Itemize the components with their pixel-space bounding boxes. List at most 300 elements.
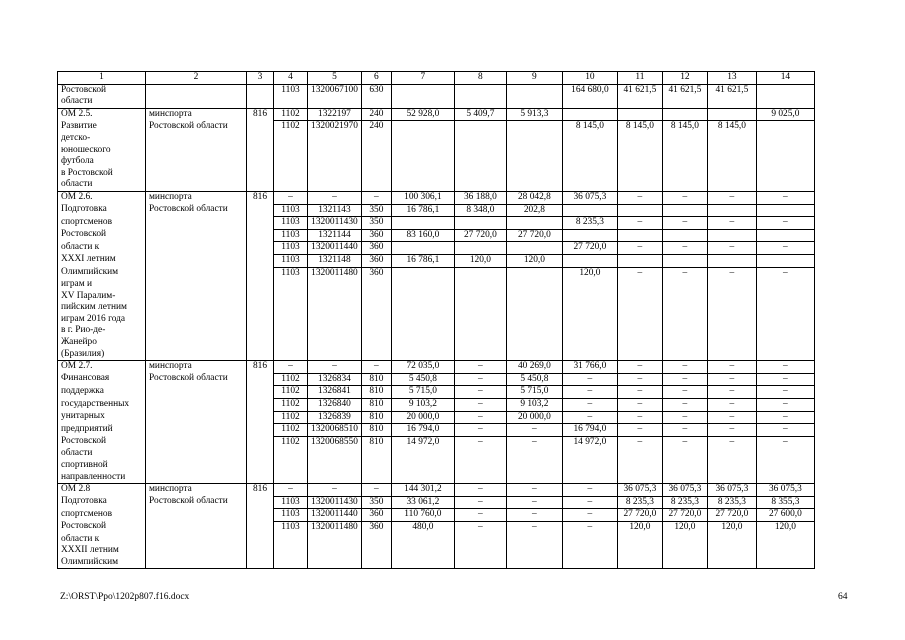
value-cell: 1103 bbox=[274, 229, 308, 242]
value-cell bbox=[562, 472, 617, 484]
value-cell bbox=[391, 325, 454, 337]
value-cell bbox=[361, 156, 391, 168]
value-cell: 8 145,0 bbox=[707, 121, 756, 133]
table-row bbox=[58, 96, 815, 108]
value-cell: 1320011440 bbox=[308, 242, 362, 255]
value-cell: – bbox=[617, 267, 662, 279]
value-cell: 27 720,0 bbox=[506, 229, 562, 242]
value-cell: 1103 bbox=[274, 267, 308, 279]
value-cell bbox=[662, 156, 707, 168]
value-cell: 8 355,3 bbox=[756, 496, 814, 509]
value-cell bbox=[274, 168, 308, 180]
executor-cell bbox=[146, 349, 247, 361]
value-cell bbox=[756, 204, 814, 217]
budget-table bbox=[57, 71, 815, 569]
value-cell bbox=[562, 545, 617, 557]
value-cell bbox=[756, 534, 814, 546]
value-cell bbox=[506, 291, 562, 303]
value-cell bbox=[274, 545, 308, 557]
table-row bbox=[58, 314, 815, 326]
value-cell: – bbox=[707, 373, 756, 386]
value-cell bbox=[361, 448, 391, 460]
table-row bbox=[58, 484, 815, 497]
value-cell: – bbox=[617, 411, 662, 424]
value-cell bbox=[756, 460, 814, 472]
table-row bbox=[58, 84, 815, 96]
column-header: 13 bbox=[707, 72, 756, 85]
value-cell: 8 235,3 bbox=[617, 496, 662, 509]
value-cell: – bbox=[662, 267, 707, 279]
value-cell bbox=[247, 472, 274, 484]
value-cell: 1320021970 bbox=[308, 121, 362, 133]
value-cell: 1320068510 bbox=[308, 424, 362, 437]
executor-cell bbox=[146, 436, 247, 448]
value-cell bbox=[506, 179, 562, 191]
value-cell: 9 103,2 bbox=[391, 399, 454, 412]
row-label-cell: Финансовая bbox=[58, 373, 146, 386]
value-cell bbox=[361, 325, 391, 337]
value-cell: 8 348,0 bbox=[454, 204, 506, 217]
value-cell: 16 786,1 bbox=[391, 204, 454, 217]
column-header: 10 bbox=[562, 72, 617, 85]
table-row bbox=[58, 179, 815, 191]
row-label-cell: Олимпийским bbox=[58, 557, 146, 569]
value-cell bbox=[308, 534, 362, 546]
value-cell bbox=[308, 156, 362, 168]
value-cell bbox=[247, 302, 274, 314]
column-header: 11 bbox=[617, 72, 662, 85]
value-cell bbox=[247, 386, 274, 399]
column-header: 6 bbox=[361, 72, 391, 85]
value-cell: – bbox=[617, 386, 662, 399]
value-cell bbox=[454, 534, 506, 546]
value-cell bbox=[756, 472, 814, 484]
value-cell bbox=[662, 168, 707, 180]
value-cell: 1102 bbox=[274, 386, 308, 399]
value-cell bbox=[617, 279, 662, 291]
value-cell bbox=[756, 337, 814, 349]
value-cell bbox=[274, 448, 308, 460]
executor-cell bbox=[146, 557, 247, 569]
value-cell: 1102 bbox=[274, 373, 308, 386]
value-cell bbox=[707, 133, 756, 145]
value-cell bbox=[617, 254, 662, 267]
value-cell bbox=[562, 557, 617, 569]
row-label-cell: Ростовской bbox=[58, 521, 146, 533]
value-cell: 1103 bbox=[274, 242, 308, 255]
value-cell: – bbox=[617, 191, 662, 204]
value-cell bbox=[662, 302, 707, 314]
value-cell bbox=[391, 242, 454, 255]
value-cell: – bbox=[707, 361, 756, 374]
value-cell bbox=[247, 267, 274, 279]
value-cell: 1320011430 bbox=[308, 496, 362, 509]
executor-cell bbox=[146, 545, 247, 557]
value-cell: 810 bbox=[361, 424, 391, 437]
value-cell bbox=[562, 145, 617, 157]
table-row bbox=[58, 108, 815, 121]
value-cell bbox=[308, 168, 362, 180]
value-cell bbox=[247, 145, 274, 157]
value-cell bbox=[506, 279, 562, 291]
value-cell bbox=[247, 229, 274, 242]
value-cell bbox=[247, 121, 274, 133]
value-cell bbox=[562, 96, 617, 108]
value-cell bbox=[707, 337, 756, 349]
value-cell bbox=[454, 448, 506, 460]
executor-cell: Ростовской области bbox=[146, 204, 247, 217]
value-cell bbox=[506, 545, 562, 557]
value-cell: 72 035,0 bbox=[391, 361, 454, 374]
value-cell bbox=[506, 217, 562, 230]
value-cell: 16 794,0 bbox=[391, 424, 454, 437]
value-cell bbox=[308, 337, 362, 349]
value-cell: – bbox=[454, 436, 506, 448]
value-cell bbox=[662, 96, 707, 108]
footer-file-path: Z:\ORST\Ppo\1202p807.f16.docx bbox=[60, 592, 190, 602]
executor-cell bbox=[146, 521, 247, 533]
value-cell: 1326834 bbox=[308, 373, 362, 386]
column-header: 5 bbox=[308, 72, 362, 85]
executor-cell bbox=[146, 460, 247, 472]
value-cell bbox=[391, 545, 454, 557]
value-cell bbox=[562, 108, 617, 121]
executor-cell bbox=[146, 337, 247, 349]
value-cell: 100 306,1 bbox=[391, 191, 454, 204]
value-cell bbox=[454, 168, 506, 180]
value-cell bbox=[454, 314, 506, 326]
table-row bbox=[58, 325, 815, 337]
value-cell: – bbox=[562, 484, 617, 497]
value-cell: – bbox=[707, 242, 756, 255]
value-cell bbox=[454, 279, 506, 291]
value-cell bbox=[247, 424, 274, 437]
value-cell bbox=[662, 448, 707, 460]
value-cell bbox=[454, 121, 506, 133]
value-cell bbox=[274, 349, 308, 361]
value-cell bbox=[247, 448, 274, 460]
value-cell: 20 000,0 bbox=[391, 411, 454, 424]
value-cell bbox=[247, 291, 274, 303]
value-cell: 816 bbox=[247, 361, 274, 374]
value-cell bbox=[247, 411, 274, 424]
value-cell: 1321148 bbox=[308, 254, 362, 267]
value-cell bbox=[274, 133, 308, 145]
value-cell bbox=[274, 179, 308, 191]
value-cell bbox=[617, 302, 662, 314]
header-row bbox=[58, 72, 815, 85]
value-cell: 350 bbox=[361, 204, 391, 217]
row-label-cell: (Бразилия) bbox=[58, 349, 146, 361]
executor-cell bbox=[146, 156, 247, 168]
value-cell: 1320067100 bbox=[308, 84, 362, 96]
value-cell: 9 103,2 bbox=[506, 399, 562, 412]
value-cell: 31 766,0 bbox=[562, 361, 617, 374]
value-cell bbox=[707, 291, 756, 303]
value-cell bbox=[247, 337, 274, 349]
value-cell: – bbox=[756, 373, 814, 386]
column-header: 7 bbox=[391, 72, 454, 85]
value-cell bbox=[617, 108, 662, 121]
value-cell bbox=[454, 96, 506, 108]
value-cell bbox=[617, 325, 662, 337]
executor-cell bbox=[146, 399, 247, 412]
value-cell: 9 025,0 bbox=[756, 108, 814, 121]
value-cell bbox=[274, 325, 308, 337]
executor-cell: минспорта bbox=[146, 191, 247, 204]
value-cell: 350 bbox=[361, 217, 391, 230]
row-label-cell: футбола bbox=[58, 156, 146, 168]
value-cell bbox=[308, 472, 362, 484]
value-cell: 350 bbox=[361, 496, 391, 509]
value-cell: 41 621,5 bbox=[617, 84, 662, 96]
value-cell bbox=[617, 545, 662, 557]
row-label-cell: области к bbox=[58, 242, 146, 255]
value-cell bbox=[756, 229, 814, 242]
row-label-cell: области bbox=[58, 96, 146, 108]
value-cell bbox=[506, 337, 562, 349]
table-row bbox=[58, 204, 815, 217]
value-cell bbox=[361, 168, 391, 180]
value-cell: 5 913,3 bbox=[506, 108, 562, 121]
value-cell: 810 bbox=[361, 373, 391, 386]
value-cell: – bbox=[662, 411, 707, 424]
value-cell bbox=[506, 448, 562, 460]
value-cell: – bbox=[562, 496, 617, 509]
value-cell: 1102 bbox=[274, 121, 308, 133]
value-cell: 8 145,0 bbox=[617, 121, 662, 133]
value-cell bbox=[756, 349, 814, 361]
value-cell bbox=[756, 545, 814, 557]
value-cell bbox=[756, 291, 814, 303]
value-cell: 630 bbox=[361, 84, 391, 96]
value-cell bbox=[707, 229, 756, 242]
value-cell: – bbox=[662, 242, 707, 255]
value-cell: 360 bbox=[361, 521, 391, 533]
value-cell: – bbox=[707, 424, 756, 437]
value-cell: 240 bbox=[361, 108, 391, 121]
value-cell: 120,0 bbox=[562, 267, 617, 279]
value-cell: 27 720,0 bbox=[707, 509, 756, 522]
value-cell bbox=[454, 545, 506, 557]
executor-cell bbox=[146, 448, 247, 460]
value-cell bbox=[247, 254, 274, 267]
value-cell: – bbox=[617, 242, 662, 255]
value-cell bbox=[308, 291, 362, 303]
value-cell: – bbox=[506, 509, 562, 522]
executor-cell bbox=[146, 279, 247, 291]
row-label-cell: ОМ 2.5. bbox=[58, 108, 146, 121]
value-cell bbox=[391, 168, 454, 180]
value-cell bbox=[756, 96, 814, 108]
value-cell bbox=[308, 545, 362, 557]
value-cell bbox=[247, 279, 274, 291]
value-cell bbox=[454, 217, 506, 230]
table-row bbox=[58, 496, 815, 509]
page-number: 64 bbox=[838, 592, 848, 602]
value-cell: 1321144 bbox=[308, 229, 362, 242]
value-cell bbox=[274, 472, 308, 484]
value-cell bbox=[662, 254, 707, 267]
table-row bbox=[58, 133, 815, 145]
executor-cell: минспорта bbox=[146, 108, 247, 121]
column-header: 9 bbox=[506, 72, 562, 85]
table-row bbox=[58, 191, 815, 204]
value-cell bbox=[662, 557, 707, 569]
value-cell bbox=[756, 254, 814, 267]
value-cell bbox=[454, 145, 506, 157]
value-cell: – bbox=[308, 191, 362, 204]
value-cell bbox=[506, 472, 562, 484]
value-cell bbox=[247, 509, 274, 522]
value-cell bbox=[391, 314, 454, 326]
executor-cell bbox=[146, 386, 247, 399]
value-cell bbox=[391, 291, 454, 303]
value-cell bbox=[361, 279, 391, 291]
value-cell: 1322197 bbox=[308, 108, 362, 121]
table-row bbox=[58, 156, 815, 168]
value-cell: 360 bbox=[361, 254, 391, 267]
value-cell: 36 075,3 bbox=[756, 484, 814, 497]
value-cell bbox=[391, 534, 454, 546]
value-cell: – bbox=[506, 436, 562, 448]
value-cell bbox=[391, 121, 454, 133]
table-row bbox=[58, 460, 815, 472]
value-cell bbox=[308, 179, 362, 191]
value-cell bbox=[662, 229, 707, 242]
column-header: 2 bbox=[146, 72, 247, 85]
value-cell bbox=[506, 84, 562, 96]
value-cell bbox=[247, 545, 274, 557]
value-cell: – bbox=[662, 373, 707, 386]
value-cell bbox=[308, 96, 362, 108]
value-cell: – bbox=[707, 191, 756, 204]
value-cell bbox=[662, 133, 707, 145]
table-row bbox=[58, 545, 815, 557]
value-cell bbox=[506, 121, 562, 133]
value-cell bbox=[391, 84, 454, 96]
value-cell bbox=[391, 267, 454, 279]
value-cell bbox=[662, 325, 707, 337]
value-cell: 5 450,8 bbox=[506, 373, 562, 386]
value-cell bbox=[506, 242, 562, 255]
value-cell: – bbox=[707, 386, 756, 399]
value-cell: – bbox=[454, 399, 506, 412]
value-cell: – bbox=[756, 217, 814, 230]
value-cell: 1326839 bbox=[308, 411, 362, 424]
value-cell: 1320011440 bbox=[308, 509, 362, 522]
value-cell: 1102 bbox=[274, 411, 308, 424]
value-cell bbox=[391, 279, 454, 291]
row-label-cell: поддержка bbox=[58, 386, 146, 399]
value-cell bbox=[361, 291, 391, 303]
value-cell bbox=[247, 534, 274, 546]
value-cell: – bbox=[617, 361, 662, 374]
row-label-cell: XXXI летним bbox=[58, 254, 146, 267]
value-cell: – bbox=[506, 521, 562, 533]
value-cell: 1326841 bbox=[308, 386, 362, 399]
value-cell bbox=[274, 145, 308, 157]
value-cell: 1103 bbox=[274, 521, 308, 533]
value-cell bbox=[562, 179, 617, 191]
value-cell: – bbox=[662, 217, 707, 230]
value-cell bbox=[562, 204, 617, 217]
value-cell bbox=[274, 291, 308, 303]
value-cell bbox=[454, 325, 506, 337]
value-cell: 33 061,2 bbox=[391, 496, 454, 509]
value-cell: 16 794,0 bbox=[562, 424, 617, 437]
value-cell: 120,0 bbox=[617, 521, 662, 533]
value-cell bbox=[707, 302, 756, 314]
value-cell: – bbox=[506, 496, 562, 509]
value-cell bbox=[454, 460, 506, 472]
value-cell bbox=[562, 291, 617, 303]
value-cell bbox=[562, 302, 617, 314]
value-cell bbox=[247, 460, 274, 472]
value-cell bbox=[454, 557, 506, 569]
value-cell: 1102 bbox=[274, 436, 308, 448]
value-cell bbox=[274, 534, 308, 546]
value-cell bbox=[562, 314, 617, 326]
value-cell bbox=[707, 545, 756, 557]
table-row bbox=[58, 279, 815, 291]
table-row bbox=[58, 145, 815, 157]
value-cell bbox=[562, 229, 617, 242]
value-cell: – bbox=[707, 399, 756, 412]
value-cell bbox=[756, 145, 814, 157]
value-cell bbox=[562, 534, 617, 546]
value-cell: – bbox=[617, 424, 662, 437]
table-row bbox=[58, 399, 815, 412]
executor-cell bbox=[146, 424, 247, 437]
value-cell: – bbox=[274, 484, 308, 497]
value-cell bbox=[391, 217, 454, 230]
value-cell bbox=[506, 314, 562, 326]
value-cell: 360 bbox=[361, 242, 391, 255]
row-label-cell: Олимпийским bbox=[58, 267, 146, 279]
value-cell: 810 bbox=[361, 386, 391, 399]
executor-cell bbox=[146, 472, 247, 484]
value-cell bbox=[756, 121, 814, 133]
value-cell bbox=[562, 460, 617, 472]
value-cell bbox=[506, 325, 562, 337]
value-cell bbox=[361, 557, 391, 569]
row-label-cell: спортсменов bbox=[58, 509, 146, 522]
value-cell bbox=[361, 545, 391, 557]
value-cell bbox=[308, 460, 362, 472]
value-cell bbox=[454, 337, 506, 349]
value-cell: – bbox=[454, 373, 506, 386]
value-cell: 120,0 bbox=[756, 521, 814, 533]
value-cell bbox=[617, 156, 662, 168]
table-row bbox=[58, 291, 815, 303]
value-cell bbox=[391, 472, 454, 484]
value-cell: 1320011480 bbox=[308, 521, 362, 533]
value-cell bbox=[506, 267, 562, 279]
value-cell: 164 680,0 bbox=[562, 84, 617, 96]
row-label-cell: ОМ 2.8 bbox=[58, 484, 146, 497]
value-cell: 816 bbox=[247, 108, 274, 121]
value-cell: 360 bbox=[361, 267, 391, 279]
row-label-cell: Ростовской bbox=[58, 229, 146, 242]
value-cell: – bbox=[562, 373, 617, 386]
row-label-cell: ОМ 2.7. bbox=[58, 361, 146, 374]
value-cell: – bbox=[662, 424, 707, 437]
column-header: 1 bbox=[58, 72, 146, 85]
executor-cell: Ростовской области bbox=[146, 373, 247, 386]
value-cell: – bbox=[308, 484, 362, 497]
value-cell bbox=[274, 279, 308, 291]
